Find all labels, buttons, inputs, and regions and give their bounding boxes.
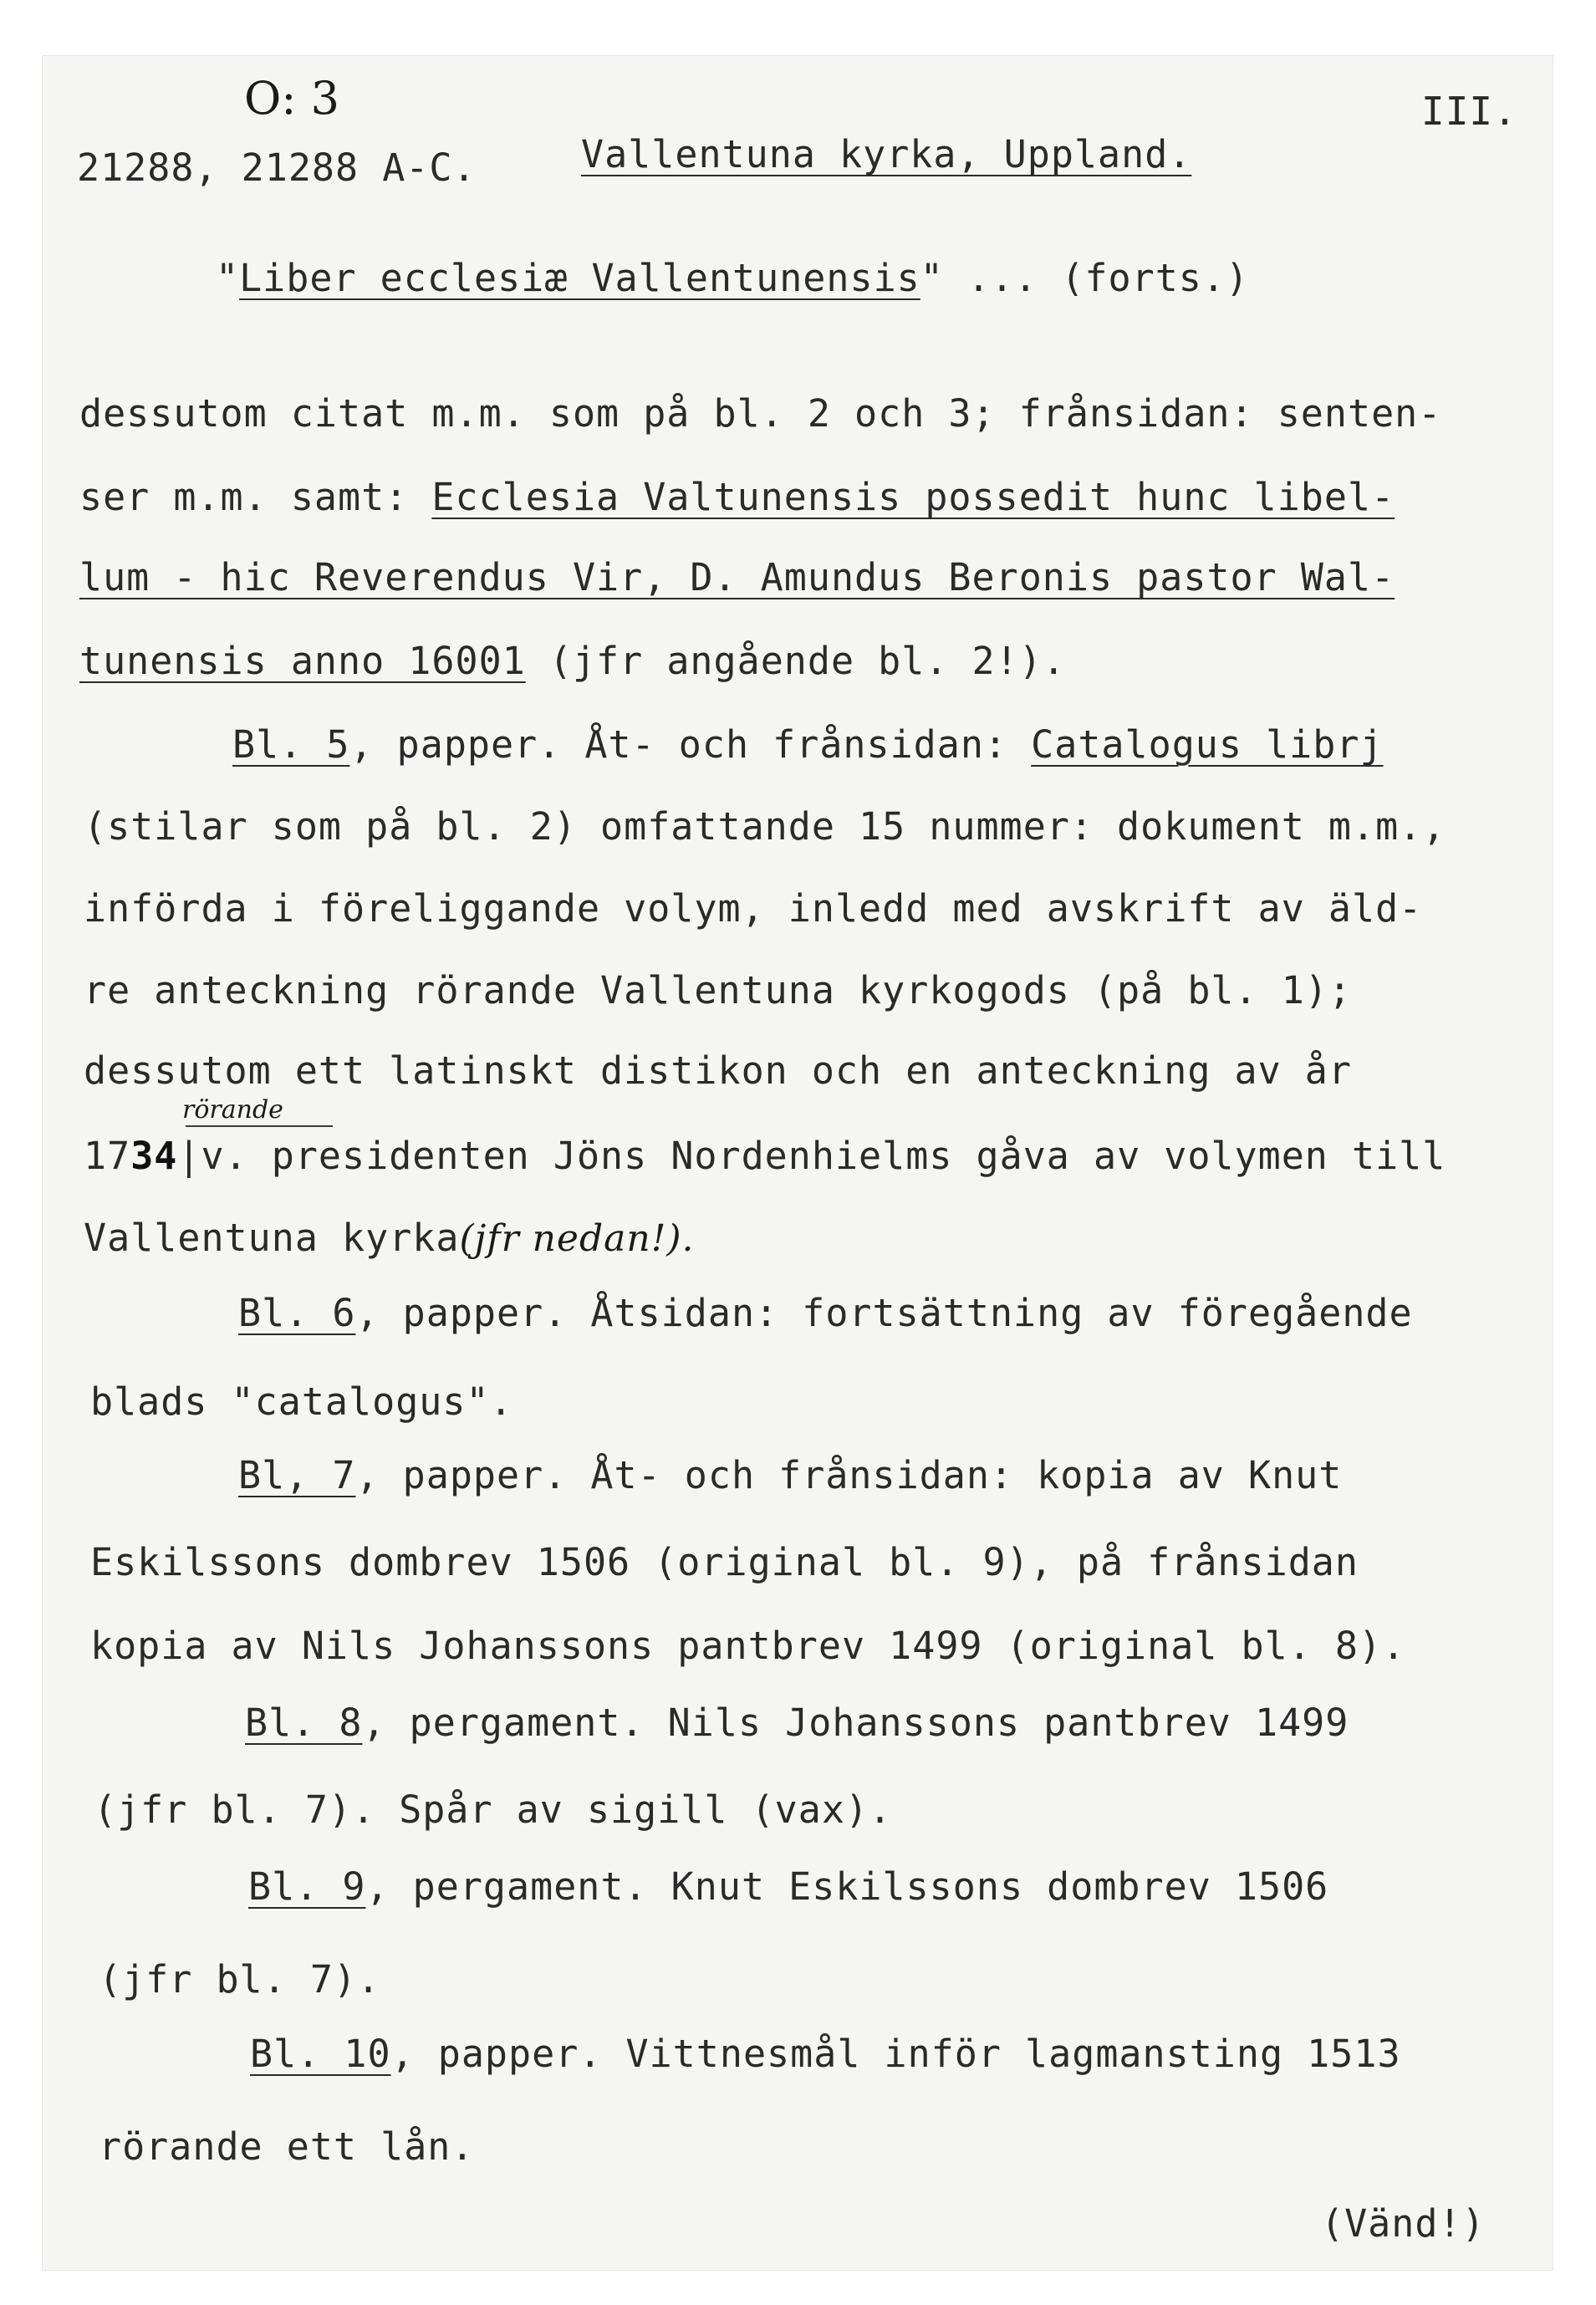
entry-bl-8-text: , pergament. Nils Johanssons pantbrev 1499 <box>362 1701 1349 1745</box>
entry-bl-7-text: , papper. Åt- och frånsidan: kopia av Knut <box>355 1453 1343 1497</box>
entry-bl-6 <box>238 1291 1413 1335</box>
entry-bl-9 <box>248 1864 1329 1909</box>
ownership-inscription-3: tunensis anno 16001 <box>79 639 526 683</box>
text-line-8: re anteckning rörande Vallentuna kyrkogods (på bl. 1); <box>84 968 1352 1012</box>
year-corrected: 34 <box>130 1134 178 1178</box>
text-line-1: dessutom citat m.m. som på bl. 2 och 3; frånsidan: senten- <box>79 391 1442 436</box>
text-line-4-b: (jfr angående bl. 2!). <box>525 639 1066 683</box>
text-line-2-a: ser m.m. samt: <box>79 475 432 519</box>
text-line-11 <box>84 1216 695 1260</box>
entry-bl-8-label: Bl. 8 <box>245 1701 363 1745</box>
text-line-11-a: Vallentuna kyrka <box>84 1216 460 1260</box>
catalogus-title: Catalogus librj <box>1031 722 1384 767</box>
text-line-22: rörande ett lån. <box>99 2124 475 2169</box>
entry-bl-8 <box>245 1701 1349 1745</box>
text-line-13: blads "catalogus". <box>90 1379 513 1424</box>
text-line-4 <box>79 639 1066 683</box>
text-line-10 <box>84 1134 1446 1178</box>
title-quote-open: " <box>216 256 240 300</box>
text-line-2 <box>79 475 1395 519</box>
entry-bl-9-label: Bl. 9 <box>248 1864 366 1909</box>
entry-bl-9-text: , pergament. Knut Eskilssons dombrev 1506 <box>365 1864 1329 1909</box>
location-title: Vallentuna kyrka, Uppland. <box>581 132 1192 176</box>
signum-handwritten: O: 3 <box>244 72 339 125</box>
entry-bl-6-label: Bl. 6 <box>238 1291 356 1335</box>
entry-bl-10-text: , papper. Vittnesmål inför lagmansting 1513 <box>390 2032 1401 2076</box>
entry-bl-10-label: Bl. 10 <box>250 2032 391 2076</box>
entry-bl-5 <box>232 722 1384 767</box>
entry-bl-5-text: , papper. Åt- och frånsidan: <box>349 722 1032 767</box>
text-line-15: Eskilssons dombrev 1506 (original bl. 9), på frånsidan <box>90 1540 1359 1584</box>
ownership-inscription-2: lum - hic Reverendus Vir, D. Amundus Beronis pastor Wal- <box>79 555 1395 599</box>
text-line-18: (jfr bl. 7). Spår av sigill (vax). <box>94 1787 893 1832</box>
catalog-ids: 21288, 21288 A-C. <box>77 145 477 190</box>
text-line-20: (jfr bl. 7). <box>99 1957 381 2002</box>
page-number: III. <box>1421 89 1517 134</box>
turn-over-note: (Vänd!) <box>1321 2201 1486 2246</box>
title-quote-close: " ... (forts.) <box>920 256 1250 300</box>
entry-bl-5-label: Bl. 5 <box>232 722 350 767</box>
handwritten-jfr-nedan: (jfr nedan!). <box>459 1217 695 1260</box>
text-line-7: införda i föreliggande volym, inledd med avskrift av äld- <box>84 886 1423 931</box>
entry-bl-7-label: Bl, 7 <box>238 1453 356 1497</box>
ownership-inscription-1: Ecclesia Valtunensis possedit hunc libel- <box>431 475 1395 519</box>
manuscript-title <box>216 256 1250 300</box>
entry-bl-6-text: , papper. Åtsidan: fortsättning av föregående <box>355 1291 1413 1335</box>
entry-bl-10 <box>250 2032 1401 2076</box>
text-line-6: (stilar som på bl. 2) omfattande 15 nummer: dokument m.m., <box>84 804 1446 849</box>
text-line-9: dessutom ett latinskt distikon och en anteckning av år <box>84 1048 1352 1093</box>
handwritten-rorande: rörande <box>182 1095 283 1124</box>
entry-bl-7 <box>238 1453 1343 1497</box>
title-text: Liber ecclesiæ Vallentunensis <box>239 256 920 300</box>
text-line-10-c: |v. presidenten Jöns Nordenhielms gåva av volymen till <box>177 1134 1446 1178</box>
text-line-16: kopia av Nils Johanssons pantbrev 1499 (original bl. 8). <box>90 1624 1406 1668</box>
handwritten-rorande-underline <box>186 1125 333 1127</box>
year-prefix: 17 <box>84 1134 131 1178</box>
